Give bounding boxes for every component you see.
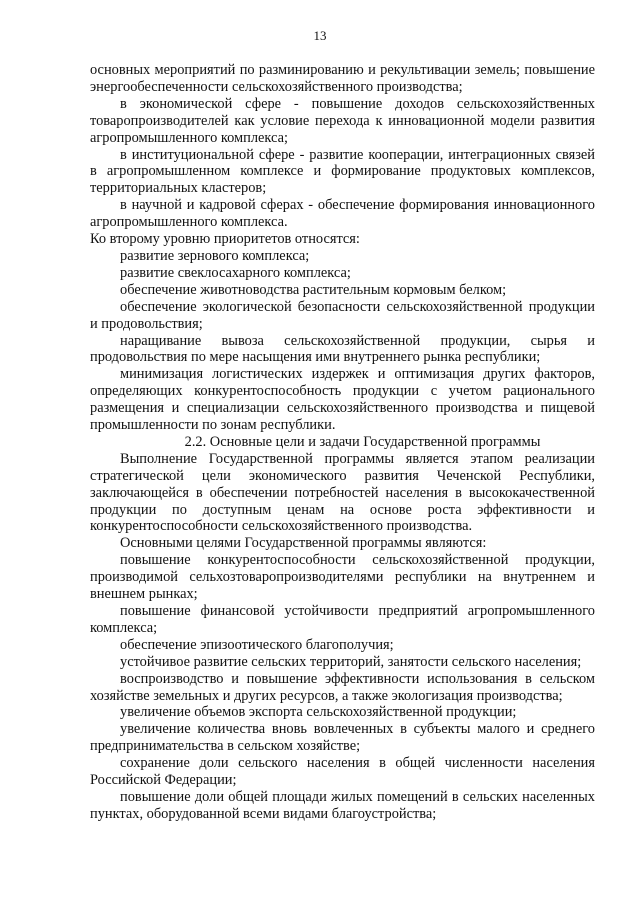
text-block-priorities [90,62,595,434]
paragraph: увеличение количества вновь вовлеченных в субъекты малого и среднего предпринимательства в сельском хозяйстве; [90,721,595,755]
paragraph: развитие зернового комплекса; [120,247,310,264]
section-heading: 2.2. Основные цели и задачи Государственной программы [184,433,541,450]
paragraph: в экономической сфере - повышение доходов сельскохозяйственных товаропроизводителей как условие перехода к инновационной модели развития агропромышленного комплекса; [90,95,595,146]
paragraph: развитие свеклосахарного комплекса; [120,264,351,281]
paragraph: Выполнение Государственной программы является этапом реализации стратегической цели экономического развития Чеченской Республики, заключающейся в обеспечении потребностей населения в высококачественной продукции по доступным ценам на основе роста эффективности и конкурентоспособности сельскохозяйственного производства. [90,450,595,535]
paragraph: воспроизводство и повышение эффективности использования в сельском хозяйстве земельных и других ресурсов, а также экологизация производства; [90,670,595,704]
paragraph: увеличение объемов экспорта сельскохозяйственной продукции; [120,704,517,721]
paragraph: Основными целями Государственной программы являются: [120,535,487,552]
paragraph: наращивание вывоза сельскохозяйственной продукции, сырья и продовольствия по мере насыщения ими внутреннего рынка республики; [90,332,595,366]
document-body [90,62,595,823]
paragraph: обеспечение животноводства растительным кормовым белком; [120,281,507,298]
paragraph: в научной и кадровой сферах - обеспечение формирования инновационного агропромышленного комплекса. [90,197,595,231]
paragraph: обеспечение эпизоотического благополучия; [120,636,394,653]
paragraph: повышение финансовой устойчивости предприятий агропромышленного комплекса; [90,603,595,636]
text-block-goals [90,451,595,823]
page-number: 13 [313,28,327,43]
paragraph: повышение доли общей площади жилых помещений в сельских населенных пунктах, оборудованной всеми видами благоустройства; [90,788,595,822]
paragraph: устойчивое развитие сельских территорий, занятости сельского населения; [120,653,582,670]
paragraph: сохранение доли сельского населения в общей численности населения Российской Федерации; [90,755,595,789]
paragraph: обеспечение экологической безопасности сельскохозяйственной продукции и продовольствия; [90,298,595,332]
paragraph: Ко второму уровню приоритетов относятся: [90,231,360,248]
paragraph: повышение конкурентоспособности сельскохозяйственной продукции, производимой сельхозтоваропроизводителями республики на внутреннем и внешнем рынках; [90,552,595,603]
paragraph: минимизация логистических издержек и оптимизация других факторов, определяющих конкурентоспособность продукции с учетом рационального размещения и специализации сельскохозяйственного производства и пищевой промышленности по зонам республики. [90,366,595,434]
paragraph: основных мероприятий по разминированию и рекультивации земель; повышение энергообеспеченности сельскохозяйственного производства; [90,62,595,95]
paragraph: в институциональной сфере - развитие кооперации, интеграционных связей в агропромышленном комплексе и формирование продуктовых комплексов, территориальных кластеров; [90,146,595,197]
